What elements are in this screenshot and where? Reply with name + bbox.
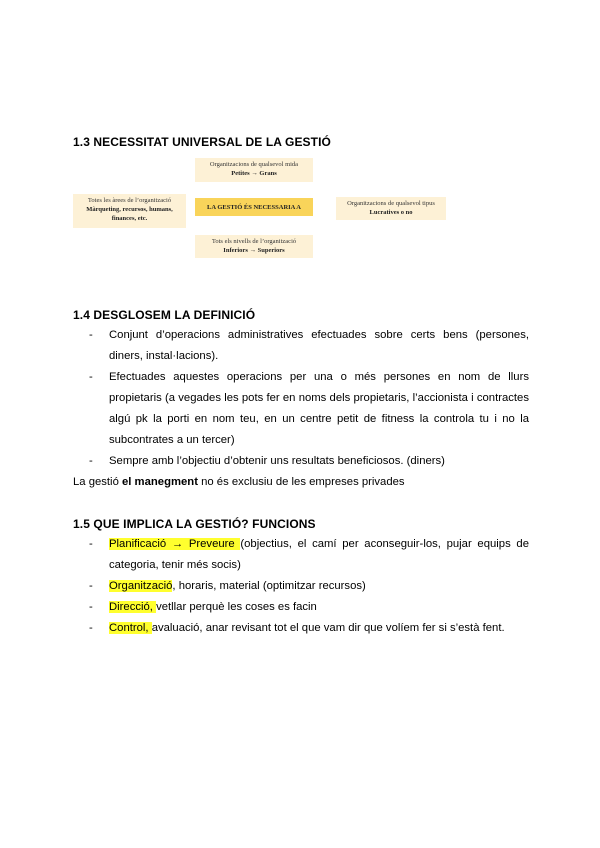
highlight-control: Control, [109,622,152,634]
list-dash: - [89,329,93,341]
list-item: - Efectuades aquestes operacions per una o més persones en nom de llurs propietaris (a vegades les pots fer en noms dels propietaris, l’accionista i contractes algú pk la porti en nom teu, en un centre petit de fitness la controla tu i no la subcontrates a un tercer) [89,367,529,451]
diagram-right-line2: Lucratives o no [369,209,413,216]
diagram-box-top [195,158,313,182]
diagram-box-bottom [195,235,313,258]
diagram-left-line2: Màrqueting, recursos, humans, [86,206,173,213]
definition-list [89,325,529,472]
list-item: - Direcció, vetllar perquè les coses es facin [89,597,529,618]
diagram-box-right [336,197,446,220]
list-item: - Conjunt d’operacions administratives efectuades sobre certs bens (persones, diners, instal·lacions). [89,325,529,367]
list-dash: - [89,455,93,467]
diagram-top-line1: Organitzacions de qualsevol mida [209,161,299,168]
list-dash: - [89,601,93,613]
diagram-box-left [73,194,186,228]
list-dash: - [89,371,93,383]
diagram-left-line1: Totes les àrees de l’organització [87,197,172,204]
diagram-bottom-line2: Inferiors → Superiors [223,247,285,254]
section-1-3-heading: 1.3 NECESSITAT UNIVERSAL DE LA GESTIÓ [73,135,331,149]
list-item: - Sempre amb l’objectiu d’obtenir uns resultats beneficiosos. (diners) [89,451,529,472]
list-dash: - [89,580,93,592]
highlight-direccio: Direcció, [109,601,157,613]
diagram-top-line2: Petites → Grans [231,170,277,177]
functions-list [89,534,529,639]
management-note: La gestió el manegment no és exclusiu de les empreses privades [73,476,405,488]
list-item: - Planificació → Preveure (objectius, el camí per aconseguir-los, pujar equips de categoria, tenir més socis) [89,534,529,576]
list-dash: - [89,538,93,550]
diagram-right-line1: Organitzacions de qualsevol tipus [347,200,435,207]
section-1-4-heading: 1.4 DESGLOSEM LA DEFINICIÓ [73,308,256,322]
list-item: - Control, avaluació, anar revisant tot el que vam dir que volíem fer si s’està fent. [89,618,529,639]
diagram-bottom-line1: Tots els nivells de l’organització [211,238,297,245]
section-1-5-heading: 1.5 QUE IMPLICA LA GESTIÓ? FUNCIONS [73,517,316,531]
list-item: - Organització, horaris, material (optimitzar recursos) [89,576,529,597]
diagram-box-center: LA GESTIÓ ÉS NECESSARIA A [195,198,313,216]
highlight-organitzacio: Organització [109,580,173,592]
highlight-planificacio: Planificació → Preveure [109,538,241,550]
diagram-left-line3: finances, etc. [111,215,148,222]
list-dash: - [89,622,93,634]
